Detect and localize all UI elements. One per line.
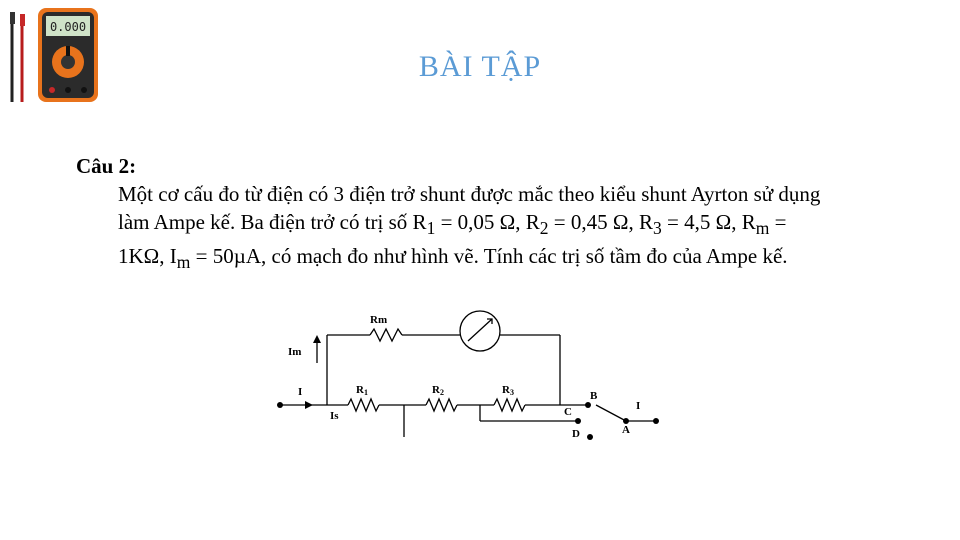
- node-d-label: D: [572, 428, 580, 440]
- node-c-label: C: [564, 406, 572, 418]
- r2-label: R2: [432, 384, 444, 397]
- question-block: [76, 152, 836, 276]
- node-b-label: B: [590, 390, 598, 402]
- output-current-label: I: [636, 400, 641, 412]
- r3-label: R3: [502, 384, 514, 397]
- question-heading: Câu 2:: [76, 154, 137, 178]
- r1-label: R1: [356, 384, 368, 397]
- svg-text:0.000: 0.000: [49, 20, 87, 34]
- is-label: Is: [330, 410, 339, 422]
- input-current-label: I: [298, 386, 303, 398]
- node-a-label: A: [622, 424, 630, 436]
- ayrton-shunt-circuit-diagram: [270, 305, 670, 445]
- question-text: Một cơ cấu đo từ điện có 3 điện trở shunt được mắc theo kiểu shunt Ayrton sử dụng làm Ampe kế. Ba điện trở có trị số $R_1 = 0,05$ Ω, $R_2 = 0,45$ Ω, $R_3 = 4,5$ Ω, $R_m = 1K\Omega$, $I_m = 50\mu A$, có mạch đo như hình vẽ. Tính các trị số tầm đo của Ampe kế.: [118, 182, 821, 273]
- page-title: BÀI TẬP: [418, 50, 542, 83]
- im-label: Im: [288, 346, 302, 358]
- rm-label: Rm: [370, 314, 388, 326]
